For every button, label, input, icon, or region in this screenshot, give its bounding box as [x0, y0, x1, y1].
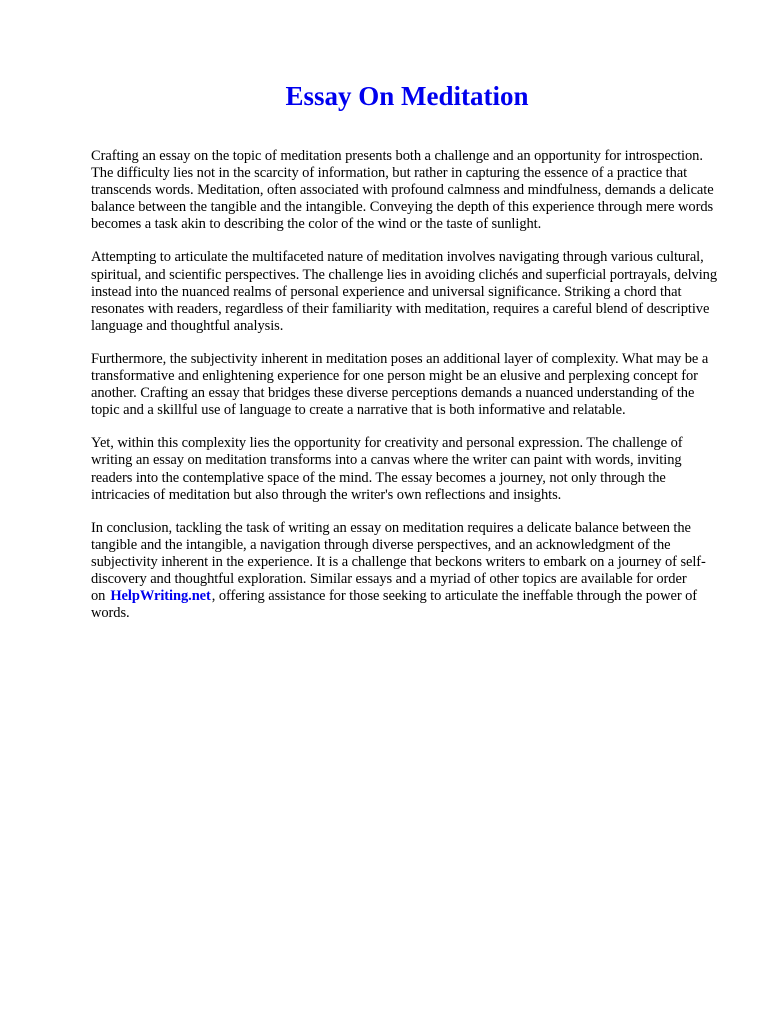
helpwriting-link[interactable]: HelpWriting.net [110, 588, 211, 605]
paragraph-4: Yet, within this complexity lies the opportunity for creativity and personal expression. The challenge of writing an essay on meditation transforms into a canvas where the writer can paint with words, inviting readers into the contemplative space of the mind. The essay becomes a journey, not only through the intricacies of meditation but also through the writer's own reflections and insights. [91, 435, 683, 503]
document-body [91, 148, 723, 622]
paragraph-3: Furthermore, the subjectivity inherent in meditation poses an additional layer of complexity. What may be a transformative and enlightening experience for one person might be an elusive and perplexing concept for another. Crafting an essay that bridges these diverse perceptions demands a nuanced understanding of the topic and a skillful use of language to create a narrative that is both informative and relatable. [91, 350, 709, 419]
conclusion-text: In conclusion, tackling the task of writing an essay on meditation requires a delicate balance between the tangible and the intangible, a navigation through diverse perspectives, and an acknowledgment of the subjectivity inherent in the experience. It is a challenge that beckons writers to embark on a journey of self-discovery and thoughtful exploration. Similar essays and a myriad of other topics are available for order on [91, 519, 706, 605]
paragraph-conclusion [91, 520, 723, 623]
document-page [91, 80, 723, 638]
paragraph-2: Attempting to articulate the multifaceted nature of meditation involves navigating through various cultural, spiritual, and scientific perspectives. The challenge lies in avoiding clichés and superficial portrayals, delving instead into the nuanced realms of personal experience and universal significance. Striking a chord that resonates with readers, regardless of their familiarity with meditation, requires a careful blend of descriptive language and thoughtful analysis. [91, 249, 717, 334]
conclusion-text-after-link: , offering assistance for those seeking to articulate the ineffable through the power of words. [91, 588, 698, 622]
document-title: Essay On Meditation [285, 81, 529, 111]
paragraph-1: Crafting an essay on the topic of meditation presents both a challenge and an opportunity for introspection. The difficulty lies not in the scarcity of information, but rather in capturing the essence of a practice that transcends words. Meditation, often associated with profound calmness and mindfulness, demands a delicate balance between the tangible and the intangible. Conveying the depth of this experience through mere words becomes a task akin to describing the color of the wind or the taste of sunlight. [91, 148, 714, 233]
